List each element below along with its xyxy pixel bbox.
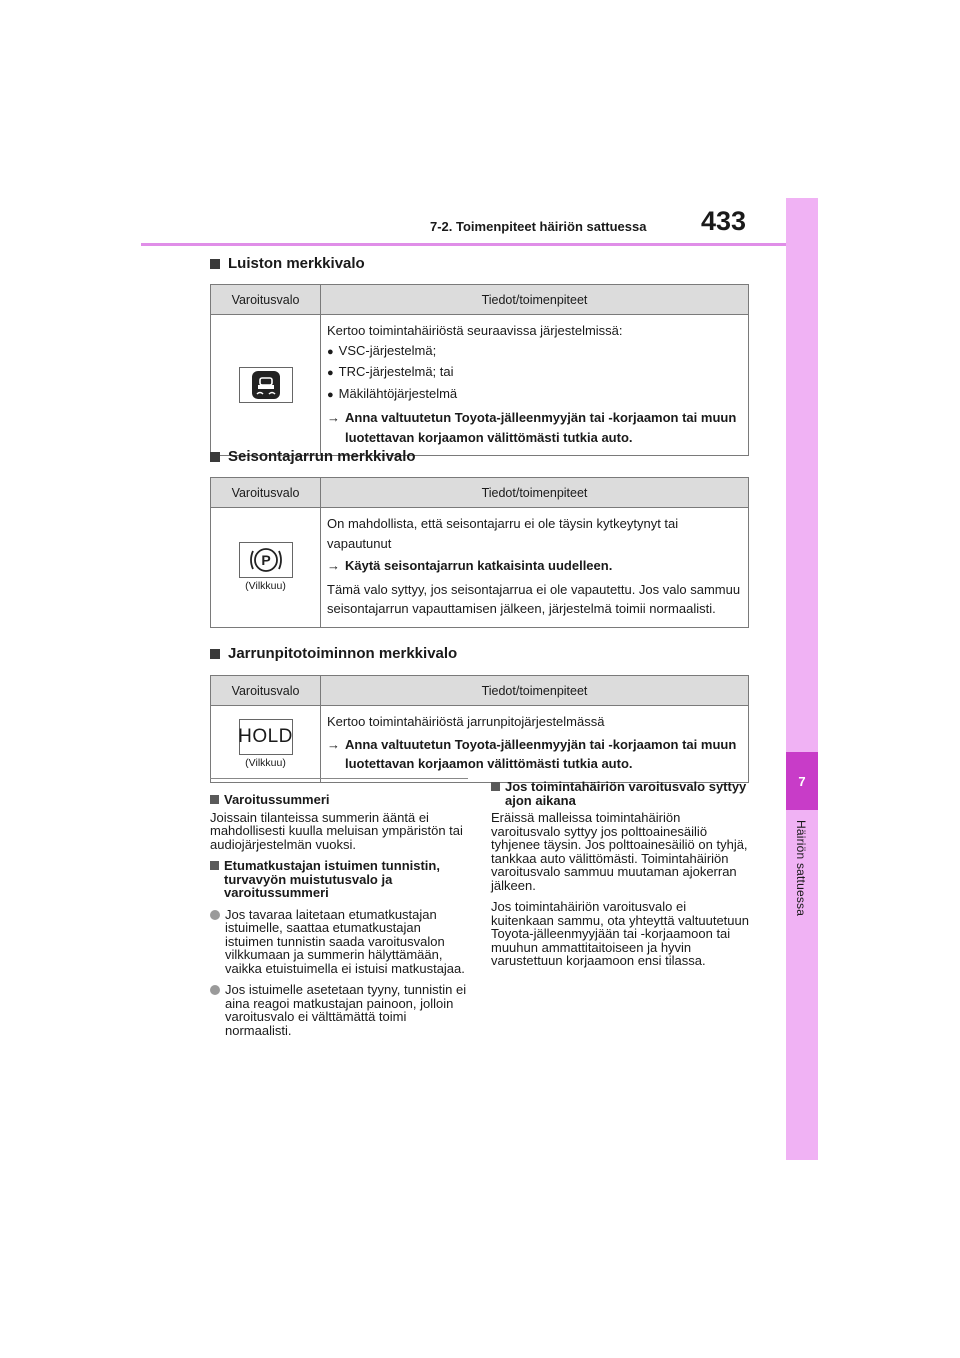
details-cell: On mahdollista, että seisontajarru ei ole täysin kytkeytynyt tai vapautunut → Käytä seisontajarrun katkaisinta uudelleen. Tämä valo syttyy, jos seisontajarrua ei ole vapautettu. Jos valo sammuu seisontajarrun vapauttamisen jälkeen, järjestelmä toimii normaalisti. — [321, 508, 749, 628]
details-cell: Kertoo toimintahäiriöstä jarrunpitojärjestelmässä → Anna valtuutetun Toyota-jälleenmyyjän tai -korjaamon tai muun luotettavan korjaamon välittömästi tutkia auto. — [321, 706, 749, 783]
column-header-details: Tiedot/toimenpiteet — [321, 285, 749, 315]
list-item: ● VSC-järjestelmä; — [327, 341, 742, 363]
section-title: 7-2. Toimenpiteet häiriön sattuessa — [430, 219, 647, 234]
list-item: ● Mäkilähtöjärjestelmä — [327, 384, 742, 406]
table-row — [211, 315, 749, 456]
heading-square-icon — [210, 259, 220, 269]
bullet-icon — [210, 985, 220, 995]
parking-brake-icon — [239, 542, 293, 578]
heading-square-icon — [210, 795, 219, 804]
hold-icon: HOLD — [239, 719, 293, 755]
note-heading: Etumatkustajan istuimen tunnistin, turvavyön muistutusvalo ja varoitussummeri — [210, 859, 468, 900]
action-instruction: → Anna valtuutetun Toyota-jälleenmyyjän tai -korjaamon tai muun luotettavan korjaamon välittömästi tutkia auto. — [327, 735, 742, 774]
table-header-row — [211, 285, 749, 315]
chapter-title: Häiriön sattuessa — [794, 820, 808, 917]
heading-square-icon — [491, 782, 500, 791]
section-heading-parking-brake: Seisontajarrun merkkivalo — [210, 448, 416, 465]
icon-caption: (Vilkkuu) — [245, 580, 286, 593]
chapter-number-box: 7 — [786, 752, 818, 810]
action-instruction: → Anna valtuutetun Toyota-jälleenmyyjän tai -korjaamon tai muun luotettavan korjaamon välittömästi tutkia auto. — [327, 408, 742, 447]
parking-brake-table — [210, 477, 749, 628]
heading-square-icon — [210, 649, 220, 659]
heading-square-icon — [210, 452, 220, 462]
brake-hold-table — [210, 675, 749, 783]
section-heading-skid: Luiston merkkivalo — [210, 255, 365, 272]
page-number: 433 — [701, 206, 747, 236]
notes-divider — [210, 778, 468, 779]
column-header-warning-light: Varoitusvalo — [211, 285, 321, 315]
list-item: Jos istuimelle asetetaan tyyny, tunnistin ei aina reagoi matkustajan painoon, jolloin varoitusvalo ei välttämättä toimi normaalisti. — [210, 983, 468, 1045]
note-text: Jos toimintahäiriön varoitusvalo ei kuitenkaan sammu, ota yhteyttä valtuutetuun Toyota-jälleenmyyjään tai -korjaamoon tai muuhun ammattitaitoiseen ja hyvin varustettuun korjaamoon ensi tilassa. — [491, 899, 749, 968]
note-text: Tämä valo syttyy, jos seisontajarrua ei ole vapautettu. Jos valo sammuu seisontajarrun vapauttamisen jälkeen, järjestelmä toimii normaalisti. — [327, 581, 741, 616]
table-row — [211, 706, 749, 783]
header-divider — [141, 243, 786, 246]
column-header-warning-light: Varoitusvalo — [211, 478, 321, 508]
arrow-icon: → — [327, 736, 340, 752]
chapter-side-tab — [786, 198, 818, 1160]
icon-caption: (Vilkkuu) — [245, 756, 286, 769]
notes-right-column — [491, 780, 749, 976]
arrow-icon: → — [327, 558, 340, 573]
skid-indicator-icon — [239, 367, 293, 403]
table-row — [211, 508, 749, 628]
list-item: Jos tavaraa laitetaan etumatkustajan istuimelle, saattaa etumatkustajan istuimen tunnistin saada varoitusvalon vilkkumaan ja summerin hälyttämään, vaikka etuistuimella ei istuisi matkustajaa. — [210, 908, 468, 984]
column-header-details: Tiedot/toimenpiteet — [321, 478, 749, 508]
details-cell: Kertoo toimintahäiriöstä seuraavissa järjestelmissä: ● VSC-järjestelmä; ● TRC-järjestelmä; tai ● Mäkilähtöjärjestelmä → Anna valtuutetun Toyota-jälleenmyyjän tai -korjaamon tai muun luotettavan korjaamon välittömästi tutkia auto. — [321, 315, 749, 456]
note-heading: Jos toimintahäiriön varoitusvalo syttyy ajon aikana — [491, 780, 749, 807]
svg-text:P: P — [260, 552, 271, 569]
note-heading: Varoitussummeri — [210, 793, 468, 807]
list-item: ● TRC-järjestelmä; tai — [327, 362, 742, 384]
table-header-row — [211, 478, 749, 508]
bullet-icon — [210, 910, 220, 920]
warning-light-cell — [211, 706, 321, 783]
arrow-icon: → — [327, 410, 340, 425]
column-header-warning-light: Varoitusvalo — [211, 676, 321, 706]
warning-light-cell — [211, 315, 321, 456]
note-text: Eräissä malleissa toimintahäiriön varoitusvalo syttyy jos polttoainesäiliö tyhjenee täysin. Jos polttoainesäiliö on tyhjä, tankkaa auto välittömästi. Toimintahäiriön varoitusvalo sammuu muutaman ajokerran jälkeen. — [491, 810, 748, 893]
heading-square-icon — [210, 861, 219, 870]
skid-indicator-table — [210, 284, 749, 456]
table-header-row — [211, 676, 749, 706]
column-header-details: Tiedot/toimenpiteet — [321, 676, 749, 706]
warning-light-cell — [211, 508, 321, 628]
section-heading-brake-hold: Jarrunpitotoiminnon merkkivalo — [210, 645, 457, 662]
note-text: Joissain tilanteissa summerin ääntä ei mahdollisesti kuulla meluisan ympäristön tai audiojärjestelmän vuoksi. — [210, 809, 463, 852]
action-instruction: → Käytä seisontajarrun katkaisinta uudelleen. — [327, 556, 742, 576]
notes-left-column — [210, 793, 468, 1045]
